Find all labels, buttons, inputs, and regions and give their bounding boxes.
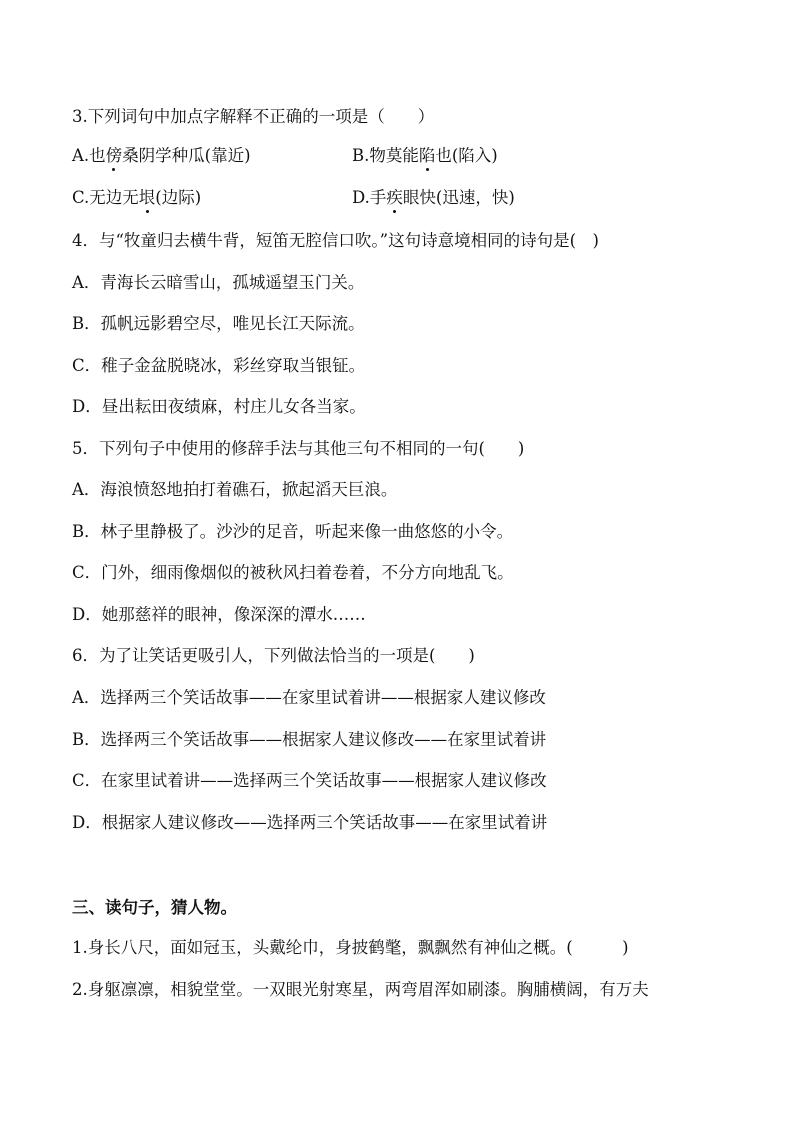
q3-option-c-dotted-char: 垠 [138,188,156,207]
section-3-sentence-2: 2.身躯凛凛，相貌堂堂。一双眼光射寒星，两弯眉浑如刷漆。胸脯横阔，有万夫 [72,980,649,999]
q3-stem: 3.下列词句中加点字解释不正确的一项是（ ） [72,107,435,126]
q4-stem: 4．与“牧童归去横牛背，短笛无腔信口吹。”这句诗意境相同的诗句是( ) [72,231,599,250]
q3-option-a: A.也傍桑阴学种瓜(靠近) [72,146,251,165]
q3-option-a-dotted-char: 傍 [105,146,123,165]
q3-option-b: B.物莫能陷也(陷入) [352,146,498,165]
q6-option-b: B．选择两三个笑话故事——根据家人建议修改——在家里试着讲 [72,730,547,749]
q6-option-a: A．选择两三个笑话故事——在家里试着讲——根据家人建议修改 [72,688,546,707]
q4-option-d: D．昼出耘田夜绩麻，村庄儿女各当家。 [72,397,366,416]
q4-option-a: A．青海长云暗雪山，孤城遥望玉门关。 [72,273,365,292]
q6-stem: 6．为了让笑话更吸引人，下列做法恰当的一项是( ) [72,646,475,665]
section-3-sentence-1: 1.身长八尺，面如冠玉，头戴纶巾，身披鹤氅，飘飘然有神仙之概。( ) [72,938,629,957]
q3-option-c: C.无边无垠(边际) [72,188,202,207]
q3-option-d-dotted-char: 疾 [386,188,403,207]
q5-option-c: C．门外，细雨像烟似的被秋风扫着卷着，不分方向地乱飞。 [72,563,514,582]
q4-option-b: B．孤帆远影碧空尽，唯见长江天际流。 [72,314,365,333]
q6-option-d: D．根据家人建议修改——选择两三个笑话故事——在家里试着讲 [72,813,548,832]
q5-stem: 5．下列句子中使用的修辞手法与其他三句不相同的一句( ) [72,439,525,458]
q3-option-b-dotted-char: 陷 [418,146,436,165]
q5-option-a: A．海浪愤怒地拍打着礁石，掀起滔天巨浪。 [72,480,398,499]
q5-option-d: D．她那慈祥的眼神，像深深的潭水…… [72,605,366,624]
q4-option-c: C．稚子金盆脱晓冰，彩丝穿取当银钲。 [72,356,366,375]
q6-option-c: C．在家里试着讲——选择两三个笑话故事——根据家人建议修改 [72,771,547,790]
q5-option-b: B．林子里静极了。沙沙的足音，听起来像一曲悠悠的小令。 [72,522,514,541]
q3-option-d: D.手疾眼快(迅速，快) [352,188,515,207]
section-3-title: 三、读句子，猜人物。 [72,898,237,917]
